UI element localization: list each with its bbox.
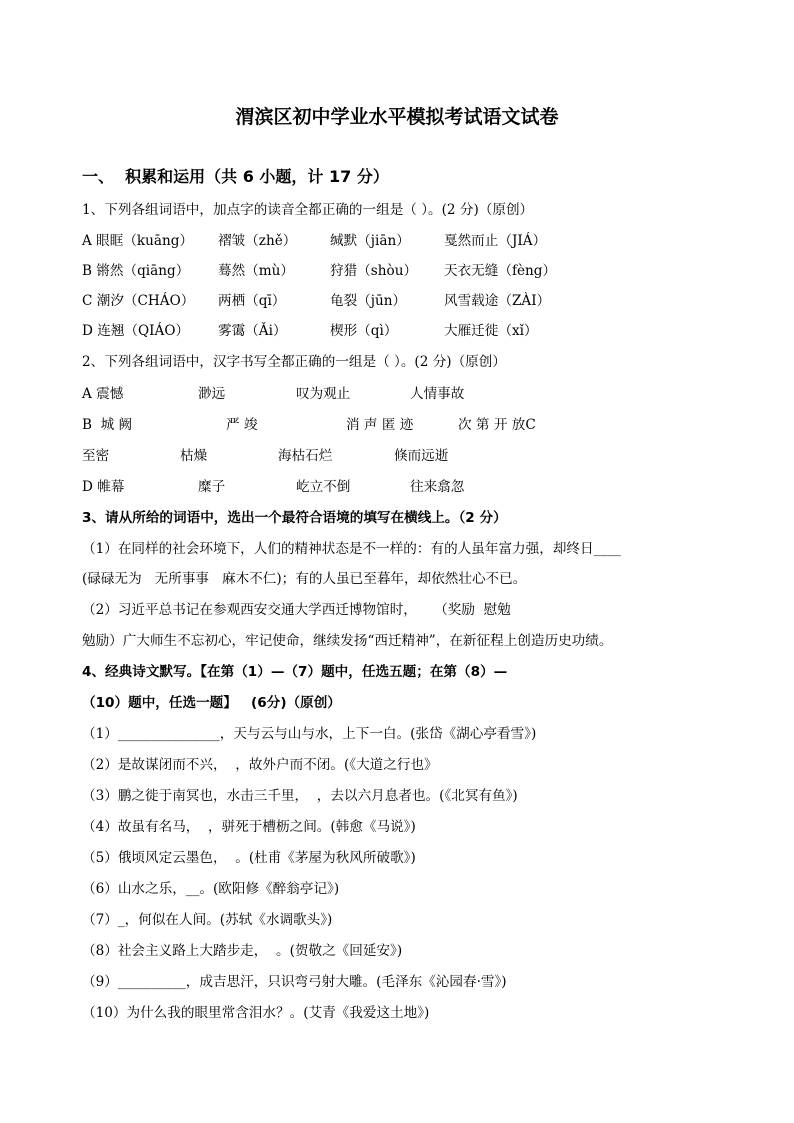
option-b-item: 狩猎（shòu） xyxy=(330,263,418,279)
question-4-stem-cont: （10）题中，任选一题】 (6分)（原创） xyxy=(82,695,341,711)
recitation-item: （6）山水之乐，__。(欧阳修《醉翁亭记》) xyxy=(82,881,340,897)
option-b-item: B 城 阙 xyxy=(82,417,133,433)
option-d-item: 雾霭（Ǎi） xyxy=(218,323,287,339)
question-1-stem: 1、下列各组词语中，加点字的读音全都正确的一组是（ ）。(2 分)（原创） xyxy=(82,202,534,218)
option-a-item: 人情事故 xyxy=(410,386,465,402)
option-d-item: 糜子 xyxy=(198,479,226,495)
option-c-item: 海枯石烂 xyxy=(278,448,333,464)
option-d-item: 屹立不倒 xyxy=(296,479,351,495)
option-a-item: A 震憾 xyxy=(82,386,124,402)
question-4-stem: 4、经典诗文默写。【在第（1）—（7）题中，任选五题；在第（8）— xyxy=(82,664,508,680)
option-c-item: 龟裂（jūn） xyxy=(330,293,407,309)
recitation-item: （10）为什么我的眼里常含泪水？。(艾青《我爱这土地》) xyxy=(82,1005,430,1021)
option-d-item: 大雁迁徙（xǐ） xyxy=(444,323,538,339)
option-a-item: A 眼眶（kuāng） xyxy=(82,233,194,249)
option-d-item: D 帷幕 xyxy=(82,479,125,495)
option-d-item: 楔形（qì） xyxy=(330,323,398,339)
option-b-item: B 锵然（qiāng） xyxy=(82,263,190,279)
recitation-item: （4）故虽有名马， ，骈死于槽枥之间。(韩愈《马说》) xyxy=(82,819,416,835)
option-a-item: 缄默（jiān） xyxy=(330,233,410,249)
section-heading: 一、 积累和运用（共 6 小题，计 17 分） xyxy=(82,167,389,186)
option-c-item: 至密 xyxy=(82,448,110,464)
page-title: 渭滨区初中学业水平模拟考试语文试卷 xyxy=(235,106,559,128)
option-a-item: 戛然而止（JIÁ） xyxy=(444,233,547,249)
recitation-item: （7）_，何似在人间。(苏轼《水调歌头》) xyxy=(82,912,333,928)
recitation-item: （5）俄顷风定云墨色， 。(杜甫《茅屋为秋风所破歌》) xyxy=(82,850,416,866)
option-c-item: C 潮汐（CHÁO） xyxy=(82,293,195,309)
option-d-item: D 连翘（QIÁO） xyxy=(82,323,190,339)
option-b-item: 天衣无缝（fèng） xyxy=(444,263,557,279)
option-b-item: 次 第 开 放C xyxy=(458,417,536,433)
option-b-item: 严 竣 xyxy=(226,417,258,433)
option-c-item: 倏而远逝 xyxy=(394,448,449,464)
question-3-part-1-cont: (碌碌无为 无所事事 麻木不仁)；有的人虽已至暮年，却依然壮心不已。 xyxy=(82,571,527,587)
option-b-item: 蓦然（mù） xyxy=(218,263,295,279)
recitation-item: （1）_______________，天与云与山与水，上下一白。(张岱《湖心亭看雪》) xyxy=(82,726,537,742)
question-3-part-1: （1）在同样的社会环境下，人们的精神状态是不一样的：有的人虽年富力强，却终日____ xyxy=(82,541,621,557)
recitation-item: （2）是故谋闭而不兴， ，故外户而不闭。(《大道之行也》 xyxy=(82,757,438,773)
option-c-item: 枯燥 xyxy=(180,448,208,464)
option-c-item: 风雪载途（ZÀI） xyxy=(444,293,551,309)
option-c-item: 两栖（qī） xyxy=(218,293,286,309)
option-a-item: 渺远 xyxy=(198,386,226,402)
recitation-item: （8）社会主义路上大踏步走， 。(贺敬之《回延安》) xyxy=(82,943,403,959)
question-2-stem: 2、下列各组词语中，汉字书写全都正确的一组是（ ）。(2 分)（原创） xyxy=(82,354,506,370)
question-3-part-2: （2）习近平总书记在参观西安交通大学西迁博物馆时， （奖励 慰勉 xyxy=(82,602,511,618)
option-a-item: 叹为观止 xyxy=(296,386,351,402)
question-3-stem: 3、请从所给的词语中，选出一个最符合语境的填写在横线上。（2 分） xyxy=(82,510,507,526)
question-3-part-2-cont: 勉励）广大师生不忘初心，牢记使命，继续发扬“西迁精神”，在新征程上创造历史功绩。 xyxy=(82,633,613,649)
recitation-item: （9）__________，成吉思汗，只识弯弓射大雕。(毛泽东《沁园春·雪》) xyxy=(82,974,507,990)
option-b-item: 消 声 匿 迹 xyxy=(346,417,414,433)
recitation-item: （3）鹏之徙于南冥也，水击三千里， ，去以六月息者也。(《北冥有鱼》) xyxy=(82,788,518,804)
option-a-item: 褶皱（zhě） xyxy=(218,233,297,249)
option-d-item: 往来翕忽 xyxy=(410,479,465,495)
